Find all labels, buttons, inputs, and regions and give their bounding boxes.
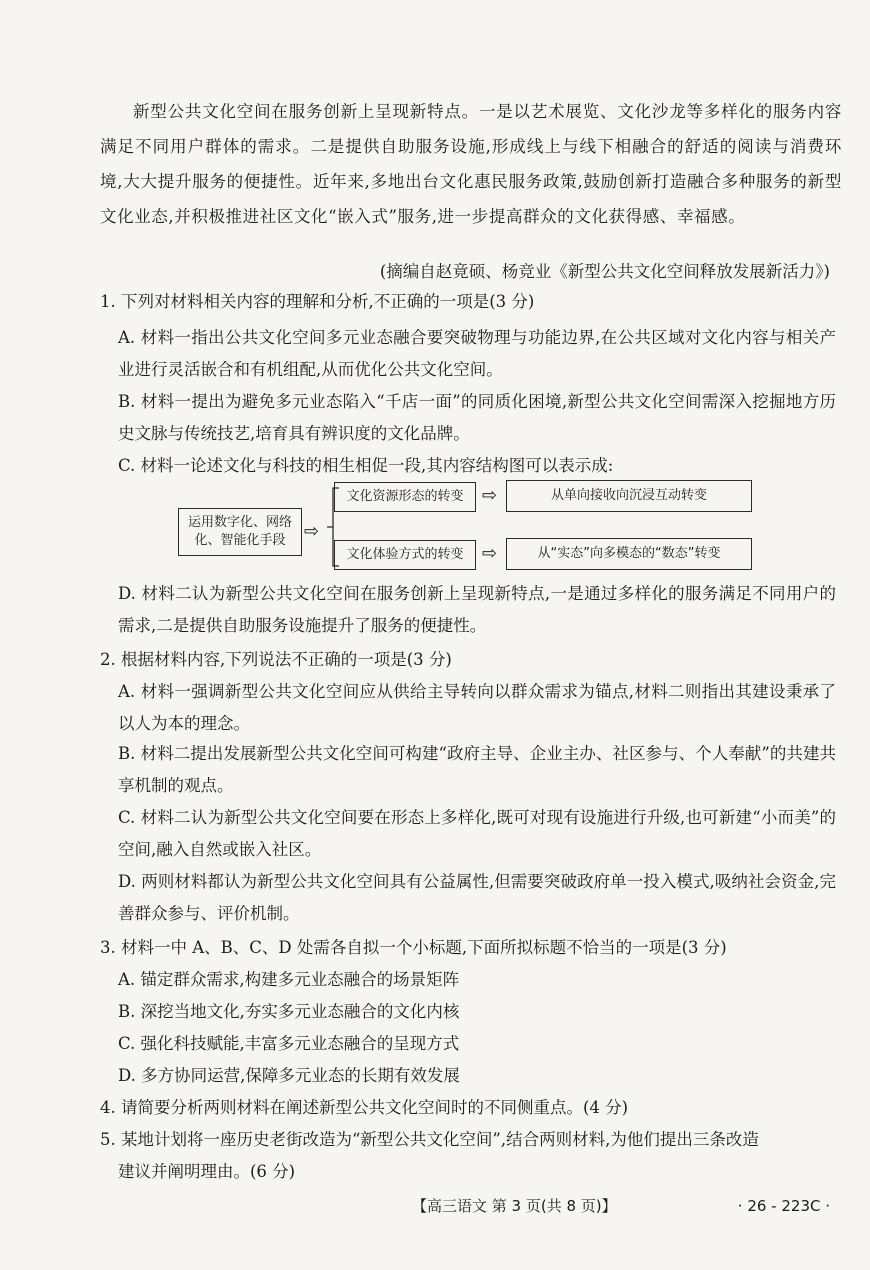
page-footer: 【高三语文 第 3 页(共 8 页)】 (412, 1197, 617, 1215)
question-1-stem: 1. 下列对材料相关内容的理解和分析,不正确的一项是(3 分) (100, 292, 535, 311)
diagram-result1-box: 从单向接收向沉浸互动转变 (506, 480, 752, 512)
diagram-branch1-box: 文化资源形态的转变 (334, 482, 476, 512)
passage-source: (摘编自赵竟硕、杨竞业《新型公共文化空间释放发展新活力》) (379, 262, 830, 281)
diagram-arrow-root: ⇨ (304, 521, 320, 542)
question-5-stem-line1: 5. 某地计划将一座历史老街改造为“新型公共文化空间”,结合两则材料,为他们提出三条改造 (100, 1130, 759, 1149)
diagram-root-box: 运用数字化、网络化、智能化手段 (178, 508, 302, 556)
question-3-option-c: C. 强化科技赋能,丰富多元业态融合的呈现方式 (118, 1034, 460, 1053)
diagram-result2-box: 从“实态”向多模态的“数态”转变 (506, 538, 752, 570)
question-2-stem: 2. 根据材料内容,下列说法不正确的一项是(3 分) (100, 650, 452, 669)
diagram-arrow-2: ⇨ (482, 543, 498, 564)
question-5-stem-line2: 建议并阐明理由。(6 分) (118, 1162, 296, 1181)
question-2-option-b: B. 材料二提出发展新型公共文化空间可构建“政府主导、企业主办、社区参与、个人奉献”的共建共享机制的观点。 (118, 744, 836, 795)
question-3-option-a: A. 锚定群众需求,构建多元业态融合的场景矩阵 (118, 970, 460, 989)
paper-code: · 26 - 223C · (737, 1197, 830, 1215)
question-3-option-d: D. 多方协同运营,保障多元业态的长期有效发展 (118, 1066, 460, 1085)
question-1-option-b: B. 材料一提出为避免多元业态陷入“千店一面”的同质化困境,新型公共文化空间需深入挖掘地方历史文脉与传统技艺,培育具有辨识度的文化品牌。 (118, 392, 836, 443)
diagram-arrow-1: ⇨ (482, 485, 498, 506)
question-4-stem: 4. 请简要分析两则材料在阐述新型公共文化空间时的不同侧重点。(4 分) (100, 1098, 629, 1117)
question-1-option-d: D. 材料二认为新型公共文化空间在服务创新上呈现新特点,一是通过多样化的服务满足不同用户的需求,二是提供自助服务设施提升了服务的便捷性。 (118, 584, 836, 635)
question-1-option-a: A. 材料一指出公共文化空间多元业态融合要突破物理与功能边界,在公共区域对文化内容与相关产业进行灵活嵌合和有机组配,从而优化公共文化空间。 (118, 328, 836, 379)
question-1-option-c: C. 材料一论述文化与科技的相生相促一段,其内容结构图可以表示成: (118, 456, 614, 475)
diagram-brace (326, 486, 340, 568)
question-2-option-c: C. 材料二认为新型公共文化空间要在形态上多样化,既可对现有设施进行升级,也可新建“小而美”的空间,融入自然或嵌入社区。 (118, 808, 836, 859)
passage-paragraph: 新型公共文化空间在服务创新上呈现新特点。一是以艺术展览、文化沙龙等多样化的服务内容满足不同用户群体的需求。二是提供自助服务设施,形成线上与线下相融合的舒适的阅读与消费环境,大大提升服务的便捷性。近年来,多地出台文化惠民服务政策,鼓励创新打造融合多种服务的新型文化业态,并积极推进社区文化“嵌入式”服务,进一步提高群众的文化获得感、幸福感。 (100, 102, 842, 226)
question-2-option-a: A. 材料一强调新型公共文化空间应从供给主导转向以群众需求为锚点,材料二则指出其建设秉承了以人为本的理念。 (118, 682, 836, 733)
diagram-branch2-box: 文化体验方式的转变 (334, 540, 476, 570)
question-3-stem: 3. 材料一中 A、B、C、D 处需各自拟一个小标题,下面所拟标题不恰当的一项是(3 分) (100, 938, 727, 957)
question-3-option-b: B. 深挖当地文化,夯实多元业态融合的文化内核 (118, 1002, 460, 1021)
question-2-option-d: D. 两则材料都认为新型公共文化空间具有公益属性,但需要突破政府单一投入模式,吸纳社会资金,完善群众参与、评价机制。 (118, 872, 836, 923)
